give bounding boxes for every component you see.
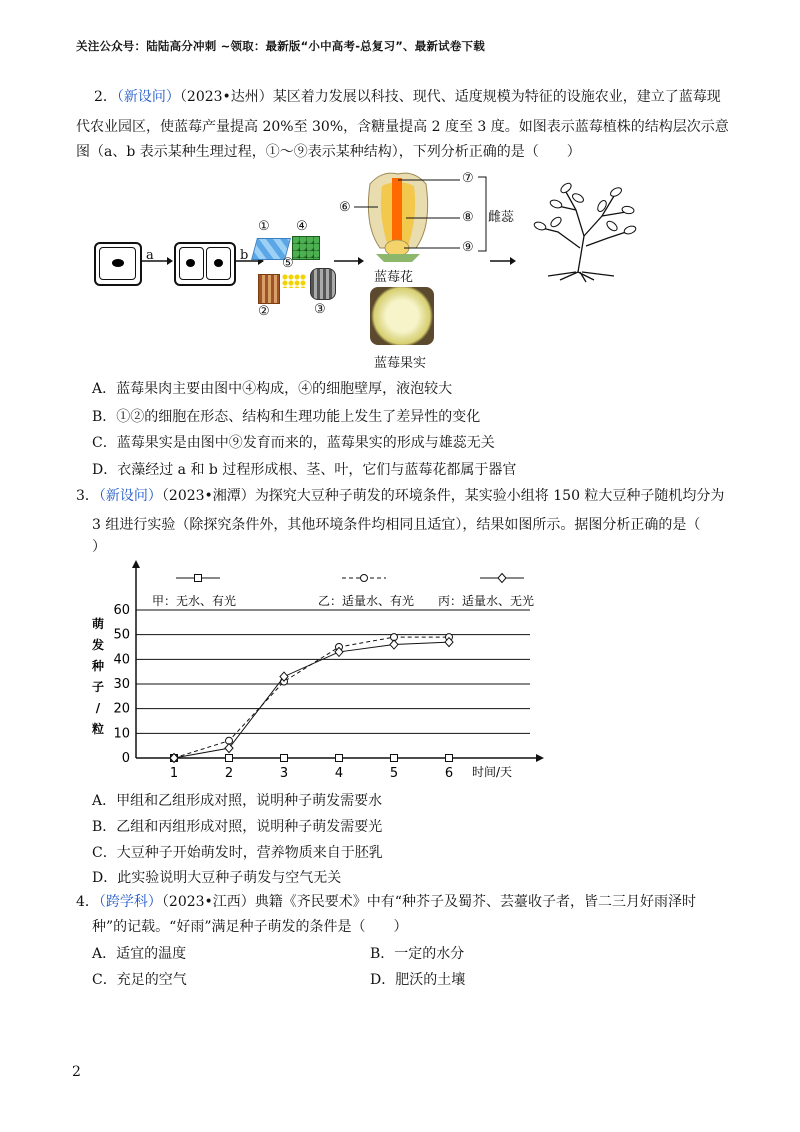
point-0-5 [446, 755, 453, 762]
series-line-1 [174, 637, 449, 758]
legend-marker-2 [498, 574, 506, 583]
q2-option-a: A．蓝莓果肉主要由图中④构成，④的细胞壁厚，液泡较大 [92, 381, 453, 397]
q2-source: （2023•达州） [179, 89, 273, 105]
point-2-4 [390, 640, 398, 649]
q3-line2: 3 组进行实验（除探究条件外，其他环境条件均相同且适宜），结果如图所示。据图分析正确的是（ [92, 517, 701, 533]
legend-label-0: 甲：无水、有光 [152, 594, 237, 608]
point-0-4 [391, 755, 398, 762]
y-tick-40: 40 [113, 652, 130, 668]
pistil-label: 雌蕊 [488, 210, 515, 225]
y-label-char: 粒 [91, 722, 105, 736]
q2-option-d: D．衣藻经过 a 和 b 过程形成根、茎、叶，它们与蓝莓花都属于器官 [92, 462, 517, 478]
q4-option-c: C．充足的空气 [92, 972, 187, 988]
q2-text1: 某区着力发展以科技、现代、适度规模为特征的设施农业，建立了蓝莓现 [272, 89, 721, 105]
legend-entry-2 [438, 574, 534, 609]
q2-line2: 代农业园区，使蓝莓产量提高 20%至 30%，含糖量提高 2 度至 3 度。如图表示蓝莓植株的结构层次示意 [76, 119, 729, 135]
y-label-char: 发 [91, 638, 105, 652]
q3-source: （2023•湘潭） [161, 488, 255, 504]
pointer-lines-789 [398, 178, 460, 250]
label-9: ⑨ [462, 240, 474, 255]
germination-chart [80, 560, 560, 782]
series-1 [171, 634, 453, 762]
q4-number: 4． [76, 894, 99, 910]
legend-label-2: 丙：适量水、无光 [438, 594, 535, 608]
tissue-4-icon [292, 236, 320, 260]
series-2 [170, 638, 453, 763]
blueberry-plant-icon [530, 176, 650, 284]
label-2: ② [258, 304, 270, 319]
q2-number: 2． [94, 89, 117, 105]
legend-entry-0 [152, 575, 236, 609]
label-8: ⑧ [462, 210, 474, 225]
flower-label: 蓝莓花 [374, 270, 414, 285]
label-3: ③ [314, 302, 326, 317]
point-0-3 [336, 755, 343, 762]
chart-x-ticks [170, 766, 453, 781]
y-tick-60: 60 [113, 603, 130, 618]
q3-number: 3． [76, 488, 99, 504]
q3-option-d: D．此实验说明大豆种子萌发与空气无关 [92, 870, 342, 886]
q3-line3: ） [92, 539, 106, 555]
label-7: ⑦ [462, 171, 474, 186]
chart-grid [136, 610, 530, 733]
y-tick-0: 0 [121, 751, 130, 766]
fruit-label: 蓝莓果实 [374, 356, 427, 371]
q3-tag: （新设问） [98, 488, 162, 504]
label-5: ⑤ [282, 256, 294, 271]
arrow-plant-icon [490, 256, 516, 266]
q4-line1 [76, 891, 736, 913]
q3-option-a: A．甲组和乙组形成对照，说明种子萌发需要水 [92, 793, 383, 809]
q3-text1: 为探究大豆种子萌发的环境条件，某实验小组将 150 粒大豆种子随机均分为 [254, 488, 725, 504]
series-0 [171, 755, 453, 762]
x-tick-3: 3 [279, 766, 289, 781]
legend-marker-1 [361, 575, 368, 582]
tissue-3-icon [310, 268, 336, 300]
q4-option-a: A．适宜的温度 [92, 946, 187, 962]
q4-text1: 典籍《齐民要术》中有“种芥子及蜀芥、芸薹收子者，皆二三月好雨泽时 [254, 894, 696, 910]
arrow-tissue-icon [334, 256, 364, 266]
y-tick-30: 30 [113, 677, 130, 692]
single-cell [94, 242, 142, 286]
q3-option-b: B．乙组和丙组形成对照，说明种子萌发需要光 [92, 819, 383, 835]
x-tick-6: 6 [444, 766, 454, 781]
process-b-label: b [240, 248, 249, 263]
y-label-char: 种 [91, 659, 105, 673]
point-0-2 [281, 755, 288, 762]
page-number: 2 [72, 1064, 81, 1080]
q3-option-c: C．大豆种子开始萌发时，营养物质来自于胚乳 [92, 845, 383, 861]
x-tick-2: 2 [224, 766, 234, 781]
x-tick-5: 5 [389, 766, 399, 781]
chart-x-axis-label: 时间/天 [472, 765, 513, 779]
q4-option-b: B．一定的水分 [370, 946, 465, 962]
x-tick-4: 4 [334, 766, 344, 781]
y-tick-50: 50 [113, 627, 130, 643]
y-label-char: 萌 [91, 617, 105, 631]
two-cells [174, 242, 236, 286]
label-1: ① [258, 219, 270, 234]
label-6: ⑥ [339, 200, 351, 215]
y-tick-10: 10 [113, 726, 130, 742]
blueberry-fruit-icon [370, 287, 434, 345]
chart-y-ticks [113, 603, 130, 766]
q4-option-d: D．肥沃的土壤 [370, 972, 466, 988]
legend-marker-0 [195, 575, 202, 582]
q4-source: （2023•江西） [161, 894, 255, 910]
chart-y-axis-label [91, 616, 104, 736]
process-a-label: a [146, 248, 154, 263]
q2-line3: 图（a、b 表示某种生理过程，①～⑨表示某种结构），下列分析正确的是（ ） [76, 144, 581, 160]
q4-line2: 种”的记载。“好雨”满足种子萌发的条件是（ ） [92, 919, 408, 935]
q2-option-c: C．蓝莓果实是由图中⑨发育而来的，蓝莓果实的形成与雄蕊无关 [92, 435, 495, 451]
label-4: ④ [296, 219, 308, 234]
y-label-char: 子 [91, 680, 105, 694]
q2-line1 [76, 86, 736, 108]
arrow-a-icon [141, 256, 173, 266]
q2-tag: （新设问） [116, 89, 180, 105]
q3-line1 [76, 485, 736, 507]
y-label-char: / [95, 701, 101, 715]
point-0-1 [226, 755, 233, 762]
x-tick-1: 1 [169, 766, 179, 781]
chart-axes [132, 560, 544, 762]
q2-option-b: B．①②的细胞在形态、结构和生理功能上发生了差异性的变化 [92, 409, 481, 425]
pointer-6 [354, 205, 378, 209]
legend-entry-1 [318, 575, 414, 609]
legend-label-1: 乙：适量水、有光 [318, 594, 415, 608]
tissue-5-icon [282, 274, 306, 288]
page-header: 关注公众号：陆陆高分冲刺 ~领取：最新版“小中高考-总复习”、最新试卷下载 [76, 39, 485, 53]
pistil-bracket [478, 176, 488, 252]
y-tick-20: 20 [113, 701, 130, 717]
tissue-2-icon [258, 274, 280, 304]
chart-legend [152, 574, 534, 609]
q4-tag: （跨学科） [98, 894, 162, 910]
